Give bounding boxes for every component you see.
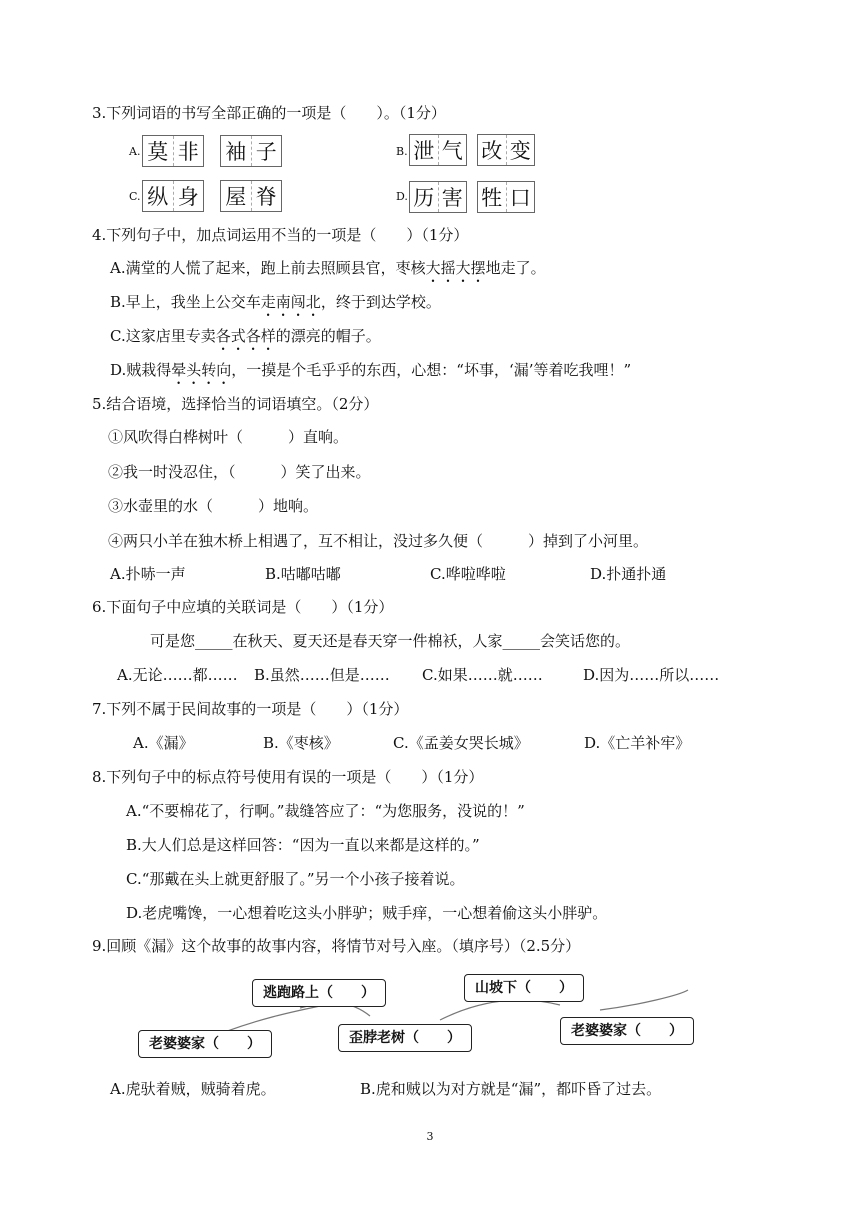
- q5-item-4: ④两只小羊在独木桥上相遇了，互不相让，没过多久便（ ）掉到了小河里。: [108, 532, 649, 550]
- q3-option-d-label: D.: [396, 190, 408, 203]
- q4-option-b: B.早上，我坐上公交车走南闯北，终于到达学校。: [110, 293, 441, 311]
- q3-option-a-word2: 袖 子: [220, 135, 282, 167]
- q3-option-a-word1: 莫 非: [142, 135, 204, 167]
- q3-option-b-word2: 改 变: [477, 134, 535, 166]
- q8-option-b: B.大人们总是这样回答：“因为一直以来都是这样的。”: [126, 836, 480, 854]
- q8-option-c: C.“那戴在头上就更舒服了。”另一个小孩子接着说。: [126, 870, 465, 888]
- q3-option-a-label: A.: [129, 145, 141, 158]
- q3-option-d-word2: 牲 口: [477, 181, 535, 213]
- q4-option-c: C.这家店里专卖各式各样的漂亮的帽子。: [110, 327, 381, 345]
- q6-stem: 6.下面句子中应填的关联词是（ ）（1分）: [92, 598, 394, 616]
- q5-item-3: ③水壶里的水（ ）地响。: [108, 497, 319, 515]
- q5-stem: 5.结合语境，选择恰当的词语填空。（2分）: [92, 395, 379, 413]
- q9-stem: 9.回顾《漏》这个故事的故事内容，将情节对号入座。（填序号）（2.5分）: [92, 937, 581, 955]
- plot-box-hillside: 山坡下（ ）: [464, 974, 584, 1002]
- q3-option-c-label: C.: [129, 190, 141, 203]
- q4-option-a: A.满堂的人慌了起来，跑上前去照顾县官，枣核大摇大摆地走了。: [110, 259, 546, 277]
- plot-box-escape-road: 逃跑路上（ ）: [252, 979, 386, 1007]
- q6-sentence: 可是您_____在秋天、夏天还是春天穿一件棉袄，人家_____会笑话您的。: [150, 632, 631, 650]
- q6-choice-d: D.因为……所以……: [583, 666, 720, 684]
- q9-option-b: B.虎和贼以为对方就是“漏”，都吓昏了过去。: [360, 1080, 662, 1098]
- q3-option-c-word2: 屋 脊: [220, 180, 282, 212]
- q9-option-a: A.虎驮着贼，贼骑着虎。: [110, 1080, 276, 1098]
- q7-choice-a: A.《漏》: [133, 734, 194, 752]
- q5-choice-a: A.扑哧一声: [110, 565, 186, 583]
- q8-stem: 8.下列句子中的标点符号使用有误的一项是（ ）（1分）: [92, 768, 484, 786]
- q3-stem: 3.下列词语的书写全部正确的一项是（ ）。（1分）: [92, 104, 446, 122]
- q3-option-b-word1: 泄 气: [409, 134, 467, 166]
- q6-choice-a: A.无论……都……: [117, 666, 238, 684]
- q6-choice-b: B.虽然……但是……: [254, 666, 390, 684]
- q4-option-d: D.贼栽得晕头转向，一摸是个毛乎乎的东西，心想：“坏事，‘漏’等着吃我哩！”: [110, 361, 632, 379]
- q5-choice-d: D.扑通扑通: [590, 565, 667, 583]
- dotted-word: 走南闯北: [260, 293, 321, 311]
- plot-box-crooked-tree: 歪脖老树（ ）: [338, 1024, 472, 1052]
- q4-stem: 4.下列句子中，加点词运用不当的一项是（ ）（1分）: [92, 226, 469, 244]
- q7-choice-b: B.《枣核》: [263, 734, 339, 752]
- dotted-word: 大摇大摆: [425, 259, 486, 277]
- plot-box-old-woman-home-2: 老婆婆家（ ）: [560, 1017, 694, 1045]
- plot-box-old-woman-home-1: 老婆婆家（ ）: [138, 1030, 272, 1058]
- q7-choice-c: C.《孟姜女哭长城》: [393, 734, 529, 752]
- dotted-word: 晕头转向: [171, 361, 232, 379]
- q5-choice-b: B.咕嘟咕嘟: [265, 565, 341, 583]
- q8-option-a: A.“不要棉花了，行啊。”裁缝答应了：“为您服务，没说的！”: [126, 802, 525, 820]
- q5-choice-c: C.哗啦哗啦: [430, 565, 506, 583]
- q8-option-d: D.老虎嘴馋，一心想着吃这头小胖驴；贼手痒，一心想着偷这头小胖驴。: [126, 904, 608, 922]
- dotted-word: 各式各样: [215, 327, 276, 345]
- q6-choice-c: C.如果……就……: [422, 666, 543, 684]
- q5-item-1: ①风吹得白桦树叶（ ）直响。: [108, 428, 349, 446]
- q3-option-d-word1: 历 害: [409, 181, 467, 213]
- q7-choice-d: D.《亡羊补牢》: [584, 734, 691, 752]
- q3-option-c-word1: 纵 身: [142, 180, 204, 212]
- q3-option-b-label: B.: [396, 145, 408, 158]
- q5-item-2: ②我一时没忍住，（ ）笑了出来。: [108, 463, 371, 481]
- q7-stem: 7.下列不属于民间故事的一项是（ ）（1分）: [92, 700, 409, 718]
- page-number: 3: [426, 1130, 434, 1143]
